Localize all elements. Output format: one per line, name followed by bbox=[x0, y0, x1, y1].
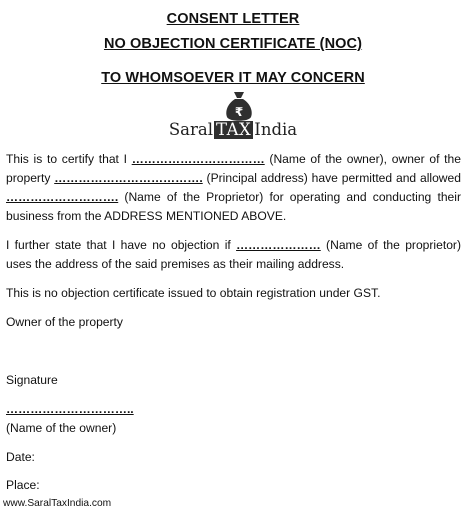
para1-text-2: (Name of the owner), owner of the property bbox=[6, 152, 461, 185]
logo-saral: Saral bbox=[168, 120, 214, 139]
para1-text-4: (Name of the Proprietor) for operating and conducting their business from the ADDRESS MENTIONED ABOVE. bbox=[6, 190, 461, 223]
logo-india: India bbox=[254, 120, 298, 139]
owner-of-property-label: Owner of the property bbox=[6, 315, 123, 329]
place-label: Place: bbox=[6, 478, 40, 492]
svg-text:₹: ₹ bbox=[234, 105, 244, 119]
signature-label: Signature bbox=[6, 373, 58, 387]
proprietor-name-blank: ………………………. bbox=[6, 190, 119, 204]
noc-title: NO OBJECTION CERTIFICATE (NOC) bbox=[103, 36, 363, 52]
gst-paragraph: This is no objection certificate issued to obtain registration under GST. bbox=[6, 286, 381, 300]
owner-name-blank: …………………………… bbox=[131, 152, 265, 166]
signature-blank: ………………………….. bbox=[6, 402, 134, 416]
para1-text-3: (Principal address) have permitted and allowed bbox=[202, 171, 461, 185]
certification-paragraph bbox=[6, 150, 461, 226]
money-bag-icon bbox=[224, 89, 254, 123]
para1-text-1: This is to certify that I bbox=[6, 152, 132, 166]
saraltaxindia-logo bbox=[148, 89, 318, 145]
consent-letter-title: CONSENT LETTER bbox=[166, 11, 300, 27]
para2-text-2: (Name of the proprietor) uses the address of the said premises as their mailing address. bbox=[6, 238, 461, 271]
proprietor-blank: ………………… bbox=[236, 238, 321, 252]
to-whomsoever-title: TO WHOMSOEVER IT MAY CONCERN bbox=[101, 70, 365, 86]
principal-address-blank: ………………………………. bbox=[54, 171, 203, 185]
owner-name-label: (Name of the owner) bbox=[6, 421, 117, 435]
no-objection-paragraph bbox=[6, 236, 461, 274]
para2-text-1: I further state that I have no objection if bbox=[6, 238, 237, 252]
date-label: Date: bbox=[6, 450, 35, 464]
footer-url: www.SaralTaxIndia.com bbox=[3, 498, 112, 509]
logo-wordmark bbox=[148, 120, 318, 139]
logo-tax: TAX bbox=[216, 120, 252, 139]
